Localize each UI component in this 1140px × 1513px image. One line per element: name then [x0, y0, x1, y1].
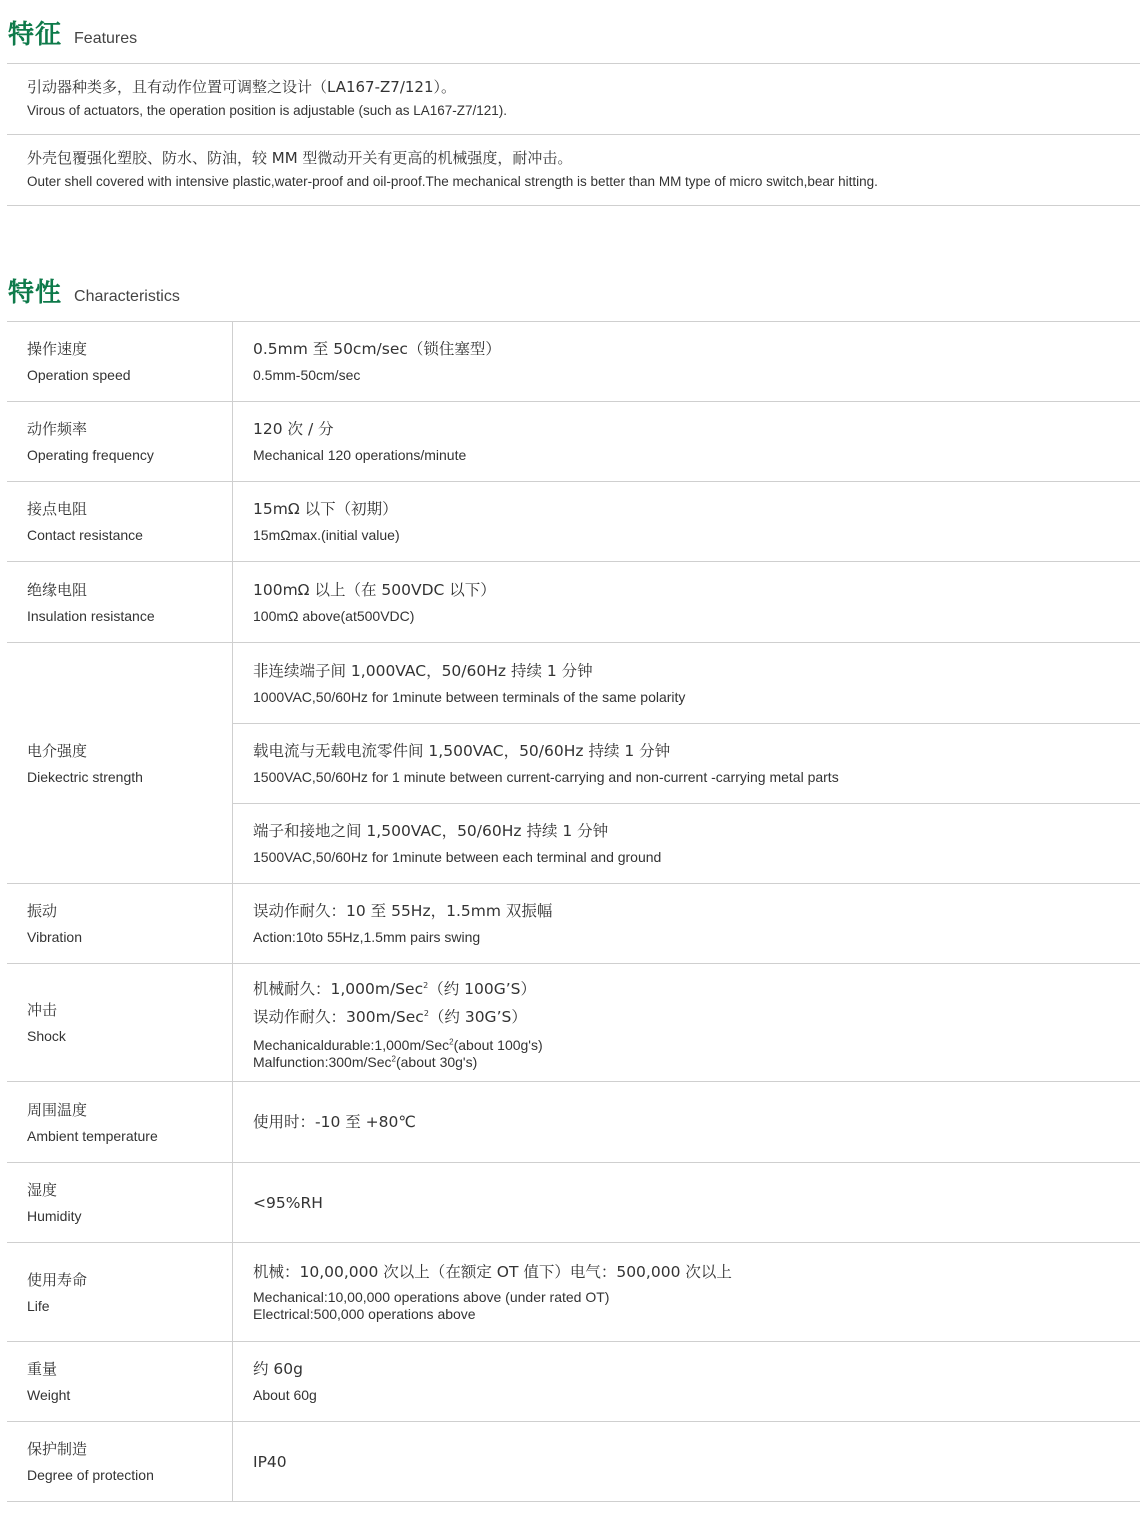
row-label-zh: 动作频率: [27, 420, 88, 438]
row-label: [7, 322, 233, 401]
table-row: [7, 1082, 1140, 1163]
row-label-en: Operating frequency: [27, 447, 154, 463]
row-label-en: Operation speed: [27, 367, 131, 383]
table-row: [7, 643, 1140, 884]
row-label-zh: 电介强度: [27, 741, 88, 760]
characteristics-table: [7, 321, 1140, 1502]
shock-mechanical-en: Mechanicaldurable:1,000m/Sec$^2$(about 100g's): [253, 1036, 543, 1053]
characteristics-header: [8, 272, 180, 309]
shock-malfunction-zh: 误动作耐久：300m/Sec$^2$（约 30G’S）: [253, 1007, 527, 1026]
row-label: [7, 643, 233, 883]
row-value-zh: IP40: [253, 1452, 287, 1471]
row-label-en: Life: [27, 1297, 50, 1314]
divider: [7, 134, 1140, 135]
row-label-en: Degree of protection: [27, 1467, 154, 1483]
row-value: [233, 1422, 1140, 1501]
table-row: [7, 884, 1140, 964]
row-label: [7, 1342, 233, 1421]
row-value: [233, 643, 1140, 723]
row-label: [7, 884, 233, 963]
row-value: [233, 482, 1140, 561]
row-value-en: 1000VAC,50/60Hz for 1minute between terminals of the same polarity: [253, 688, 686, 705]
row-label-en: Contact resistance: [27, 527, 143, 543]
row-value: [233, 884, 1140, 963]
characteristics-title-en: Characteristics: [74, 288, 180, 305]
row-value-en: 1500VAC,50/60Hz for 1minute between each terminal and ground: [253, 849, 662, 865]
row-label-zh: 湿度: [27, 1181, 58, 1199]
row-value-en: Electrical:500,000 operations above: [253, 1306, 476, 1322]
shock-mechanical-zh: 机械耐久：1,000m/Sec$^2$（约 100G’S）: [253, 979, 536, 998]
features-title-zh: 特征: [8, 20, 63, 50]
row-value: [233, 803, 1140, 883]
row-value: [233, 1342, 1140, 1421]
row-label: [7, 1082, 233, 1162]
table-row: [7, 1422, 1140, 1502]
row-label: [7, 1163, 233, 1242]
row-value: [233, 1243, 1140, 1341]
row-label-en: Ambient temperature: [27, 1127, 158, 1144]
row-label-en: Insulation resistance: [27, 607, 155, 624]
row-value: [233, 322, 1140, 401]
divider: [7, 63, 1140, 64]
row-value: [233, 723, 1140, 803]
row-label-en: Diekectric strength: [27, 768, 143, 785]
row-label-zh: 冲击: [27, 1001, 58, 1019]
row-value-zh: 端子和接地之间 1,500VAC，50/60Hz 持续 1 分钟: [253, 822, 609, 840]
row-label-zh: 使用寿命: [27, 1270, 88, 1289]
row-value-zh: 载电流与无载电流零件间 1,500VAC，50/60Hz 持续 1 分钟: [253, 742, 671, 760]
row-value: [233, 402, 1140, 481]
row-label: [7, 1422, 233, 1501]
row-label-en: Shock: [27, 1028, 66, 1044]
row-label-zh: 重量: [27, 1360, 58, 1378]
row-value-zh: 使用时：-10 至 +80℃: [253, 1113, 416, 1131]
features-title-en: Features: [74, 30, 138, 47]
row-value-zh: 非连续端子间 1,000VAC，50/60Hz 持续 1 分钟: [253, 661, 593, 680]
row-label: [7, 1243, 233, 1341]
table-row: [7, 1342, 1140, 1422]
characteristics-title-zh: 特性: [8, 278, 63, 308]
row-label: [7, 482, 233, 561]
row-label-en: Vibration: [27, 929, 83, 945]
row-value-zh: 误动作耐久：10 至 55Hz，1.5mm 双振幅: [253, 902, 553, 920]
table-row: [7, 1163, 1140, 1243]
row-value-en: 100mΩ above(at500VDC): [253, 607, 415, 624]
row-value-zh: 机械：10,00,000 次以上（在额定 OT 值下）电气：500,000 次以上: [253, 1263, 732, 1281]
row-value: [233, 964, 1140, 1081]
row-label-zh: 绝缘电阻: [27, 580, 88, 599]
table-row: [7, 562, 1140, 643]
feature-text-en: Virous of actuators, the operation position is adjustable (such as LA167-Z7/121).: [27, 103, 508, 118]
shock-malfunction-en: Malfunction:300m/Sec$^2$(about 30g's): [253, 1053, 478, 1070]
feature-item: [27, 148, 1127, 192]
row-label-zh: 保护制造: [27, 1440, 88, 1458]
row-label-zh: 振动: [27, 902, 58, 920]
row-value-en: 0.5mm-50cm/sec: [253, 367, 361, 383]
feature-item: [27, 77, 1127, 121]
table-row: [7, 964, 1140, 1082]
divider: [7, 205, 1140, 206]
row-value-zh: 15mΩ 以下（初期）: [253, 500, 398, 518]
table-row: [7, 322, 1140, 402]
row-value-en: 15mΩmax.(initial value): [253, 527, 400, 543]
table-row: [7, 1243, 1140, 1342]
feature-text-zh: 引动器种类多，且有动作位置可调整之设计（LA167-Z7/121）。: [27, 78, 457, 96]
feature-text-zh: 外壳包覆强化塑胶、防水、防油，较 MM 型微动开关有更高的机械强度，耐冲击。: [27, 149, 573, 167]
row-value-zh: 120 次 / 分: [253, 420, 334, 438]
row-value: [233, 1163, 1140, 1242]
row-value-zh: 100mΩ 以上（在 500VDC 以下）: [253, 580, 496, 599]
row-label: [7, 402, 233, 481]
table-row: [7, 482, 1140, 562]
row-value-en: 1500VAC,50/60Hz for 1 minute between current-carrying and non-current -carrying metal parts: [253, 769, 839, 785]
row-label-zh: 周围温度: [27, 1100, 88, 1119]
row-value-zh: 约 60g: [253, 1360, 303, 1378]
feature-text-en: Outer shell covered with intensive plastic,water-proof and oil-proof.The mechanical strength is better than MM type of micro switch,bear hitting.: [27, 174, 878, 189]
row-value: [233, 1082, 1140, 1162]
row-label-en: Humidity: [27, 1208, 82, 1224]
row-value-en: Action:10to 55Hz,1.5mm pairs swing: [253, 929, 481, 945]
row-label-zh: 接点电阻: [27, 500, 88, 518]
table-row: [7, 402, 1140, 482]
row-value-en: Mechanical 120 operations/minute: [253, 447, 467, 463]
row-value: [233, 562, 1140, 642]
row-label-en: Weight: [27, 1387, 71, 1403]
row-value-zh: <95%RH: [253, 1193, 323, 1212]
row-label: [7, 562, 233, 642]
row-value-en: Mechanical:10,00,000 operations above (under rated OT): [253, 1289, 610, 1305]
row-label-zh: 操作速度: [27, 340, 88, 358]
row-label: [7, 964, 233, 1081]
row-value-zh: 0.5mm 至 50cm/sec（锁住塞型）: [253, 340, 501, 358]
features-header: [8, 14, 137, 51]
row-value-en: About 60g: [253, 1387, 317, 1403]
